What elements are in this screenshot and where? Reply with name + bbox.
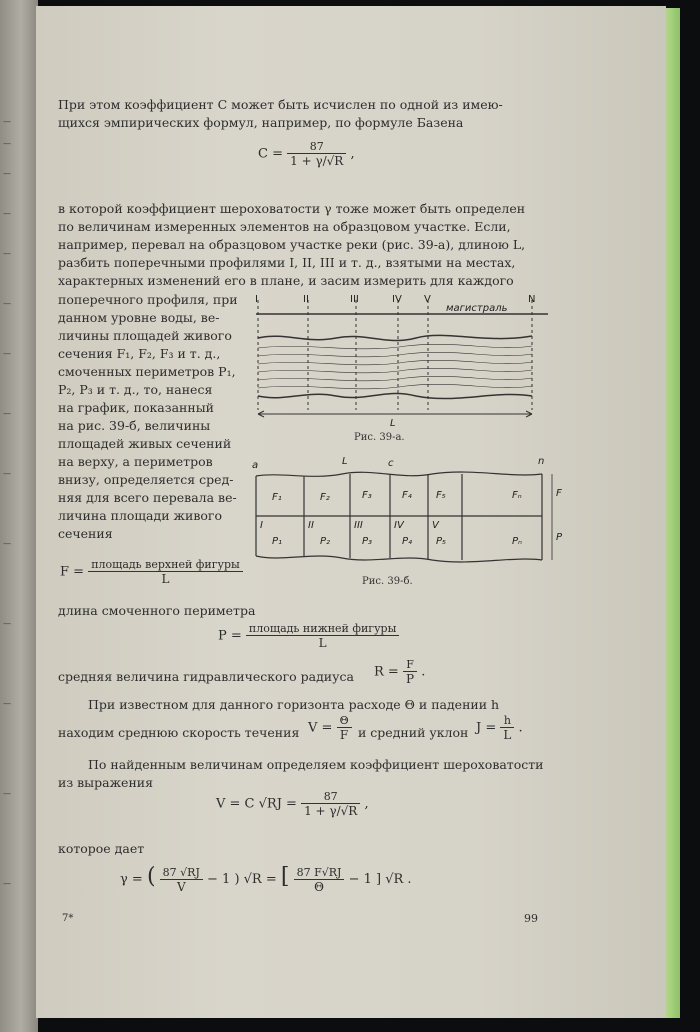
text-line: внизу, определяется сред- [58, 472, 234, 487]
formula-mean-area [60, 558, 243, 586]
text-line: и средний уклон [358, 725, 469, 740]
text-line: находим среднюю скорость течения [58, 725, 300, 740]
formula-denominator: 1 + γ/√R [290, 154, 344, 168]
formula-lhs: P = [218, 628, 242, 644]
text-line: из выражения [58, 775, 154, 790]
profile-label-i: I [255, 294, 258, 305]
formula-bazin [258, 140, 355, 168]
text-line: личина площади живого [58, 508, 222, 523]
text-line: По найденным величинам определяем коэффициент шероховатости [88, 757, 544, 772]
formula-denominator: F [339, 728, 349, 742]
text-line: которое дает [58, 841, 145, 856]
top-curve [256, 472, 542, 476]
adjacent-fragment: — [3, 790, 11, 797]
formula-numerator: 87 √RJ [160, 866, 203, 880]
length-label: L [390, 418, 396, 429]
text-line: характерных изменений его в плане, и засим измерить для каждого [58, 273, 514, 288]
text-line: длина смоченного периметра [58, 603, 256, 618]
formula-velocity [308, 714, 352, 742]
adjacent-fragment: — [3, 210, 11, 217]
adjacent-fragment: — [3, 540, 11, 547]
text-line: При этом коэффициент C может быть исчислен по одной из имею- [58, 97, 503, 112]
text-line: личины площадей живого [58, 328, 232, 343]
formula-mean-perimeter [218, 622, 399, 650]
figure-39a-caption: Рис. 39-а. [354, 432, 405, 443]
book-page [36, 6, 666, 1018]
adjacent-fragment: — [3, 410, 11, 417]
formula-chezy [216, 790, 369, 818]
formula-lhs: R = [374, 664, 399, 680]
text-line: средняя величина гидравлического радиуса [58, 669, 354, 684]
adjacent-fragment: — [3, 880, 11, 887]
numeral-iv: IV [394, 520, 404, 531]
area-label-f1: F₁ [272, 492, 282, 503]
bank-top [258, 335, 532, 340]
side-label-f: F [556, 488, 562, 499]
perimeter-label-p4: P₄ [402, 536, 413, 547]
text-line: площадей живых сечений [58, 436, 232, 451]
adjacent-fragment: — [3, 470, 11, 477]
area-label-fn: Fₙ [512, 490, 522, 501]
area-label-f2: F₂ [320, 492, 330, 503]
formula-tail: , [364, 796, 369, 812]
adjacent-fragment: — [3, 170, 11, 177]
adjacent-fragment: — [3, 300, 11, 307]
adjacent-fragment: — [3, 700, 11, 707]
formula-denominator: L [503, 728, 512, 742]
formula-denominator: L [318, 636, 327, 650]
formula-tail: , [350, 146, 355, 162]
formula-numerator: 87 F√RJ [294, 866, 345, 880]
formula-lhs: γ = [120, 872, 143, 887]
perimeter-label-p2: P₂ [320, 536, 331, 547]
signature-mark: 7* [62, 913, 74, 924]
corner-label-a: a [252, 460, 259, 471]
formula-numerator: 87 [301, 790, 360, 804]
corner-label-n: n [538, 456, 545, 467]
profile-label-iv: IV [392, 294, 402, 305]
text-line: например, перевал на образцовом участке реки (рис. 39-а), длиною L, [58, 237, 526, 252]
perimeter-label-p3: P₃ [362, 536, 373, 547]
corner-label-l: L [342, 456, 348, 467]
area-label-f5: F₅ [436, 490, 446, 501]
area-label-f3: F₃ [362, 490, 372, 501]
text-line: в которой коэффициент шероховатости γ тоже может быть определен [58, 201, 526, 216]
page-number: 99 [524, 912, 538, 925]
formula-tail: . [421, 664, 426, 680]
formula-lhs: C = [258, 146, 283, 162]
text-line: по величинам измеренных элементов на образцовом участке. Если, [58, 219, 511, 234]
formula-slope [476, 714, 523, 742]
adjacent-fragment: — [3, 620, 11, 627]
flow-hatching [258, 344, 532, 389]
formula-denominator: P [405, 672, 415, 686]
formula-lhs: F = [60, 564, 85, 580]
formula-lhs: V = [308, 720, 333, 736]
numeral-iii: III [354, 520, 363, 531]
numeral-ii: II [308, 520, 314, 531]
adjacent-page-edge [0, 0, 38, 1032]
text-line: смоченных периметров P₁, [58, 364, 236, 379]
adjacent-fragment: — [3, 350, 11, 357]
formula-numerator: 87 [287, 140, 346, 154]
formula-numerator: площадь верхней фигуры [88, 558, 243, 572]
adjacent-fragment: — [3, 118, 11, 125]
figure-39b-caption: Рис. 39-б. [362, 576, 413, 587]
text-line: данном уровне воды, ве- [58, 310, 220, 325]
numeral-v: V [432, 520, 439, 531]
bottom-curve [256, 556, 542, 562]
formula-numerator: h [500, 714, 514, 728]
formula-hydraulic-radius [374, 658, 425, 686]
formula-denominator: L [161, 572, 170, 586]
figure-39b [242, 454, 572, 574]
perimeter-label-pn: Pₙ [512, 536, 523, 547]
formula-roughness: γ = ( $\frac{87 √RJ}{V}$ − 1 ) √R = [ $\frac{87 F√RJ}{\Theta}$ − 1 ] √R . [120, 864, 412, 894]
formula-lhs: V = C √RJ = [216, 796, 297, 812]
profile-label-ii: II [303, 294, 309, 305]
formula-numerator: F [403, 658, 417, 672]
text-line: сечения F₁, F₂, F₃ и т. д., [58, 346, 221, 361]
perimeter-label-p5: P₅ [436, 536, 447, 547]
formula-tail: . [518, 720, 523, 736]
formula-middle: − 1 ) √R = [207, 872, 277, 887]
text-line: поперечного профиля, при [58, 292, 238, 307]
text-line: на верху, а периметров [58, 454, 213, 469]
text-line: При известном для данного горизонта расходе Θ и падении h [88, 697, 500, 712]
side-label-p: P [556, 532, 563, 543]
perimeter-label-p1: P₁ [272, 536, 283, 547]
formula-lhs: J = [476, 720, 497, 736]
corner-label-c: c [388, 458, 394, 469]
area-label-f4: F₄ [402, 490, 412, 501]
text-line: сечения [58, 526, 113, 541]
formula-denominator: 1 + γ/√R [304, 804, 358, 818]
formula-tail: − 1 ] √R . [348, 872, 412, 887]
text-line: на рис. 39-б, величины [58, 418, 211, 433]
text-line: на график, показанный [58, 400, 214, 415]
formula-denominator: V [176, 879, 186, 894]
magistral-label: магистраль [446, 303, 508, 314]
profile-label-v: V [424, 294, 431, 305]
profile-label-n: N [528, 294, 536, 305]
bank-bottom [258, 393, 532, 398]
text-line: щихся эмпирических формул, например, по формуле Базена [58, 115, 464, 130]
adjacent-fragment: — [3, 250, 11, 257]
formula-numerator: Θ [337, 714, 352, 728]
figure-39a [246, 292, 566, 432]
text-line: P₂, P₃ и т. д., то, нанеся [58, 382, 213, 397]
profile-label-iii: III [350, 294, 359, 305]
text-line: разбить поперечными профилями I, II, III и т. д., взятыми на местах, [58, 255, 516, 270]
formula-numerator: площадь нижней фигуры [246, 622, 399, 636]
text-line: няя для всего перевала ве- [58, 490, 237, 505]
formula-denominator: Θ [314, 879, 324, 894]
numeral-i: I [260, 520, 263, 531]
adjacent-fragment: — [3, 140, 11, 147]
